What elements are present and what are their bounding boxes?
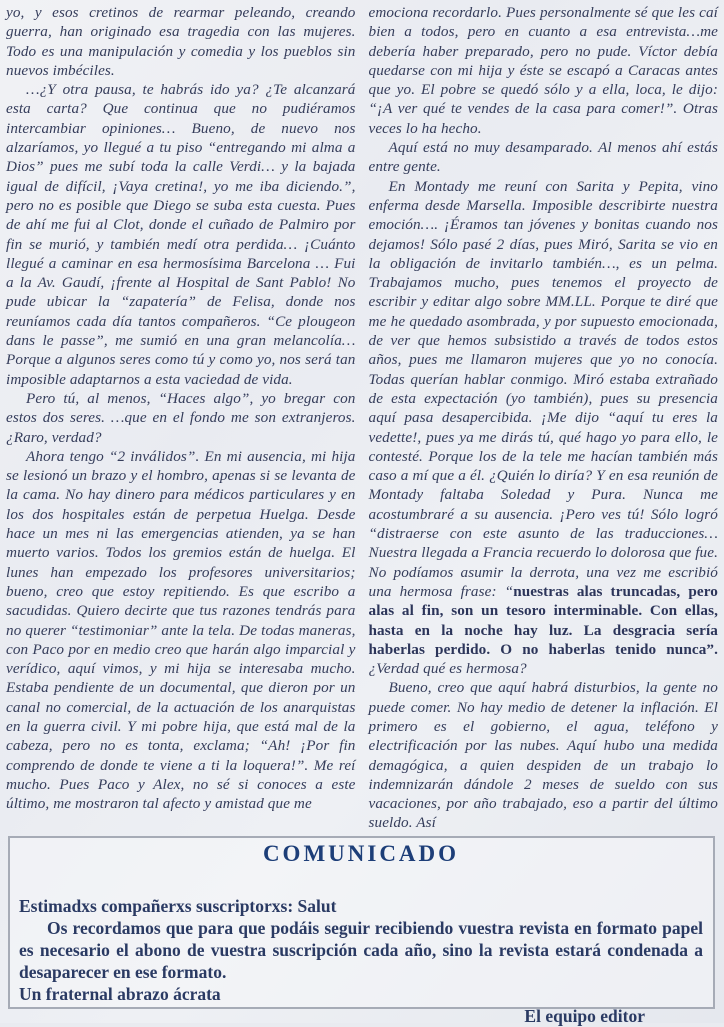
- comunicado-paragraph: Os recordamos que para que podáis seguir recibiendo vuestra revista en formato papel es necesario el abono de vuestra suscripción cada año, sino la revista estará condenada a desaparecer en ese formato.: [19, 918, 703, 982]
- letter-paragraph: …¿Y otra pausa, te habrás ido ya? ¿Te alcanzará esta carta? Que continua que no pudiéramos intercambiar opiniones… Bueno, de nuevo nos alzaríamos, yo llegué a tu piso “entregando mi alma a Dios” pues me subí toda la calle Verdi… y la bajada igual de difícil, ¡Vaya cretina!, yo me iba diciendo.”, pero no es posible que Diego se suba esta cuesta. Pues de ahí me fui al Clot, donde el cuñado de Palmiro por fin se murió, y también medí otra perdida… ¡Cuánto llegué a caminar en esa hermosísima Barcelona … Fui a la Av. Gaudí, ¡frente al Hospital de Sant Pablo! No pude ubicar la “zapatería” de Felisa, donde nos reuníamos cada día tantos compañeros. “Ce plougeon dans le passe”, me sumió en una gran melancolía… Porque a algunos seres como tú y como yo, nos será tan imposible adaptarnos a esta vaciedad de vida.: [6, 81, 356, 388]
- letter-bold-quote: nuestras alas truncadas, pero alas al fin, son un tesoro interminable. Con ellas, hasta en la noche hay luz. La desgracia sería haberlas perdido. O no haberlas tenido nunca”.: [368, 582, 718, 658]
- letter-paragraph: Pero tú, al menos, “Haces algo”, yo bregar con estos dos seres. …que en el fondo me son extranjeros. ¿Raro, verdad?: [6, 389, 356, 446]
- letter-text-run: ¿Verdad qué es hermosa?: [368, 660, 527, 678]
- letter-paragraph: [369, 177, 719, 679]
- letter-paragraph: emociona recordarlo. Pues personalmente sé que les caí bien a todos, pero en cuanto a esa entrevista…me debería haber preparado, pero no pude. Víctor debía quedarse con mi hija y éste se escapó a Caracas antes que yo. El pobre se quedó sólo y a ella, loca, le dijo: “¡A ver qué te vendes de la casa para comer!”. Otras veces lo ha hecho.: [368, 4, 718, 137]
- comunicado-box: [8, 836, 715, 1026]
- letter-paragraph: Aquí está no muy desamparado. Al menos ahí estás entre gente.: [368, 139, 718, 176]
- comunicado-title: COMUNICADO: [262, 841, 460, 866]
- letter-column-left: [6, 3, 356, 833]
- comunicado-signature: El equipo editor: [524, 1006, 645, 1026]
- letter-paragraph: Bueno, creo que aquí habrá disturbios, la gente no puede comer. No hay medio de detener la inflación. El primero es el gobierno, el agua, teléfono y electrificación por las nubes. Aquí hubo una medida demagógica, a quien despiden de un trabajo lo indemnizarán dándole 2 meses de sueldo con sus vacaciones, por año trabajado, eso a partir del último sueldo. Así: [368, 679, 718, 832]
- comunicado-closing: Un fraternal abrazo ácrata: [19, 984, 221, 1004]
- letter-text-run: En Montady me reuní con Sarita y Pepita, vino enferma desde Marsella. Imposible describirte nuestra emoción…. ¡Éramos tan jóvenes y bonitas cuando nos dejamos! Sólo pasé 2 días, pues Miró, Sarita se vio en la obligación de invitarlo también…, es un pelma. Trabajamos mucho, pues tenemos el proyecto de escribir y editar algo sobre MM.LL. Porque te diré que me he quedado asombrada, y por supuesto emocionada, de ver que hemos subsistido a través de todos estos años, pues me llamaron mujeres que yo no conocía. Todas querían hablar conmigo. Miró estaba extrañado de esta expectación (yo también), pues su presencia aquí pasa desapercibida. ¡Me dijo “aquí tu eres la vedette!, pues ya me dirás tú, qué hago yo para ello, le contesté. Porque los de la tele me hacían también más caso a mí que a él. ¿Quién lo diría? Y en esa reunión de Montady faltaba Soledad y Pura. Nunca me acostumbraré a su ausencia. ¡Pero ves tú! Sólo logró “distraerse con este asunto de las traducciones… Nuestra llegada a Francia recuerdo lo dolorosa que fue. No podíamos asumir la derrota, una vez me escribió una hermosa frase: “: [368, 177, 718, 600]
- comunicado-body: [19, 895, 703, 1027]
- letter-paragraph: Ahora tengo “2 inválidos”. En mi ausencia, mi hija se lesionó un brazo y el hombro, apenas si se levanta de la cama. No hay dinero para médicos particulares y en los dos hospitales están de perpetua Huelga. Desde hace un mes ni las emergencias atienden, ya se han muerto varios. Todos los gremios están de huelga. El lunes han empezado los profesores universitarios; bueno, creo que estoy repitiendo. Es que escribo a sacudidas. Quiero decirte que tus razones tendrás para no querer “testimoniar” ante la tela. De todas maneras, con Paco por en medio creo que harán algo imparcial y verídico, aquí vimos, y mi hija se interesaba mucho. Estaba pendiente de un documental, que dieron por un canal no comercial, de la actuación de los anarquistas en la guerra civil. Y mi pobre hija, que está mal de la cabeza, pero no es tonta, exclama; “Ah! ¡Por fin comprendo de donde te viene a ti la loquera!”. Me reí mucho. Pues Paco y Alex, no sé si conoces a este último, me mostraron tal afecto y amistad que me: [6, 447, 356, 813]
- comunicado-salutation: Estimadxs compañerxs suscriptorxs: Salut: [19, 896, 337, 916]
- letter-column-right: [369, 3, 719, 833]
- letter-paragraph: yo, y esos cretinos de rearmar peleando, creando guerra, han originado esa tragedia con las mujeres. Todo es una manipulación y comedia y los pueblos sin nuevos imbéciles.: [6, 4, 356, 79]
